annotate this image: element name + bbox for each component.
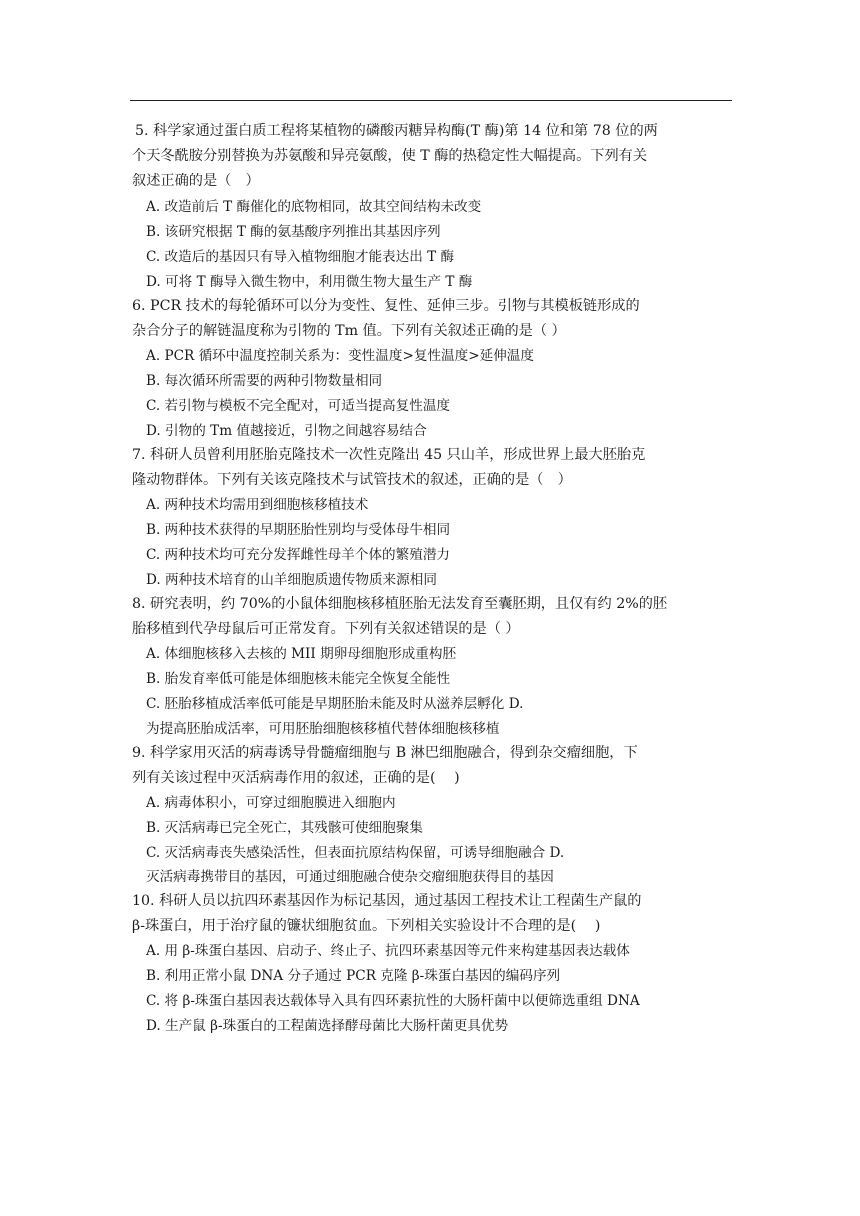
question-9-stem-line-1: 9. 科学家用灭活的病毒诱导骨髓瘤细胞与 B 淋巴细胞融合，得到杂交瘤细胞，下 xyxy=(132,745,638,761)
question-9-option-a: A. 病毒体积小，可穿过细胞膜进入细胞内 xyxy=(146,795,396,811)
question-6-stem-line-1: 6. PCR 技术的每轮循环可以分为变性、复性、延伸三步。引物与其模板链形成的 xyxy=(132,298,640,314)
question-7-option-a: A. 两种技术均需用到细胞核移植技术 xyxy=(146,497,369,513)
question-6-option-b: B. 每次循环所需要的两种引物数量相同 xyxy=(146,373,383,389)
question-5-option-d: D. 可将 T 酶导入微生物中，利用微生物大量生产 T 酶 xyxy=(146,274,473,290)
question-10-option-a: A. 用 β-珠蛋白基因、启动子、终止子、抗四环素基因等元件来构建基因表达载体 xyxy=(146,943,630,959)
question-10-option-b: B. 利用正常小鼠 DNA 分子通过 PCR 克隆 β-珠蛋白基因的编码序列 xyxy=(146,968,561,984)
question-5-stem-line-2: 个天冬酰胺分别替换为苏氨酸和异亮氨酸，使 T 酶的热稳定性大幅提高。下列有关 xyxy=(132,148,648,164)
question-8-option-a: A. 体细胞核移入去核的 MII 期卵母细胞形成重构胚 xyxy=(146,646,457,662)
question-10-option-c: C. 将 β-珠蛋白基因表达载体导入具有四环素抗性的大肠杆菌中以便筛选重组 DNA xyxy=(146,993,640,1009)
header-rule xyxy=(130,100,732,101)
question-8-option-c: C. 胚胎移植成活率低可能是早期胚胎未能及时从滋养层孵化 D. xyxy=(146,696,524,712)
question-7-option-d: D. 两种技术培育的山羊细胞质遗传物质来源相同 xyxy=(146,572,437,588)
question-5-option-a: A. 改造前后 T 酶催化的底物相同，故其空间结构未改变 xyxy=(146,199,482,215)
question-7-option-b: B. 两种技术获得的早期胚胎性别均与受体母牛相同 xyxy=(146,522,451,538)
question-5-option-c: C. 改造后的基因只有导入植物细胞才能表达出 T 酶 xyxy=(146,249,455,265)
question-6-stem-line-2: 杂合分子的解链温度称为引物的 Tm 值。下列有关叙述正确的是（ ） xyxy=(132,323,566,339)
question-10-stem-line-2: β-珠蛋白，用于治疗鼠的镰状细胞贫血。下列相关实验设计不合理的是( ) xyxy=(132,918,601,934)
question-6-option-a: A. PCR 循环中温度控制关系为：变性温度>复性温度>延伸温度 xyxy=(146,348,534,364)
question-5-option-b: B. 该研究根据 T 酶的氨基酸序列推出其基因序列 xyxy=(146,224,441,240)
question-8-option-d-continued: 为提高胚胎成活率，可用胚胎细胞核移植代替体细胞核移植 xyxy=(146,721,500,737)
question-7-option-c: C. 两种技术均可充分发挥雌性母羊个体的繁殖潜力 xyxy=(146,547,451,563)
question-5-stem-line-3: 叙述正确的是（ ） xyxy=(132,173,260,189)
question-9-option-b: B. 灭活病毒已完全死亡，其残骸可使细胞聚集 xyxy=(146,820,423,836)
question-8-stem-line-1: 8. 研究表明，约 70%的小鼠体细胞核移植胚胎无法发育至囊胚期，且仅有约 2%的胚 xyxy=(132,596,668,612)
question-9-option-c: C. 灭活病毒丧失感染活性，但表面抗原结构保留，可诱导细胞融合 D. xyxy=(146,845,565,861)
question-9-option-d-continued: 灭活病毒携带目的基因，可通过细胞融合使杂交瘤细胞获得目的基因 xyxy=(146,869,554,885)
question-7-stem-line-1: 7. 科研人员曾利用胚胎克隆技术一次性克隆出 45 只山羊，形成世界上最大胚胎克 xyxy=(132,447,646,463)
question-10-option-d: D. 生产鼠 β-珠蛋白的工程菌选择酵母菌比大肠杆菌更具优势 xyxy=(146,1018,509,1034)
question-6-option-c: C. 若引物与模板不完全配对，可适当提高复性温度 xyxy=(146,398,451,414)
question-8-option-b: B. 胎发育率低可能是体细胞核未能完全恢复全能性 xyxy=(146,671,451,687)
question-10-stem-line-1: 10. 科研人员以抗四环素基因作为标记基因，通过基因工程技术让工程菌生产鼠的 xyxy=(132,893,642,909)
question-9-stem-line-2: 列有关该过程中灭活病毒作用的叙述，正确的是( ) xyxy=(132,770,460,786)
question-5-stem-line-1: 5. 科学家通过蛋白质工程将某植物的磷酸丙糖异构酶(T 酶)第 14 位和第 78 位的两 xyxy=(135,123,658,139)
question-7-stem-line-2: 隆动物群体。下列有关该克隆技术与试管技术的叙述，正确的是（ ） xyxy=(132,472,572,488)
question-6-option-d: D. 引物的 Tm 值越接近，引物之间越容易结合 xyxy=(146,423,427,439)
question-8-stem-line-2: 胎移植到代孕母鼠后可正常发育。下列有关叙述错误的是（ ） xyxy=(132,621,520,637)
